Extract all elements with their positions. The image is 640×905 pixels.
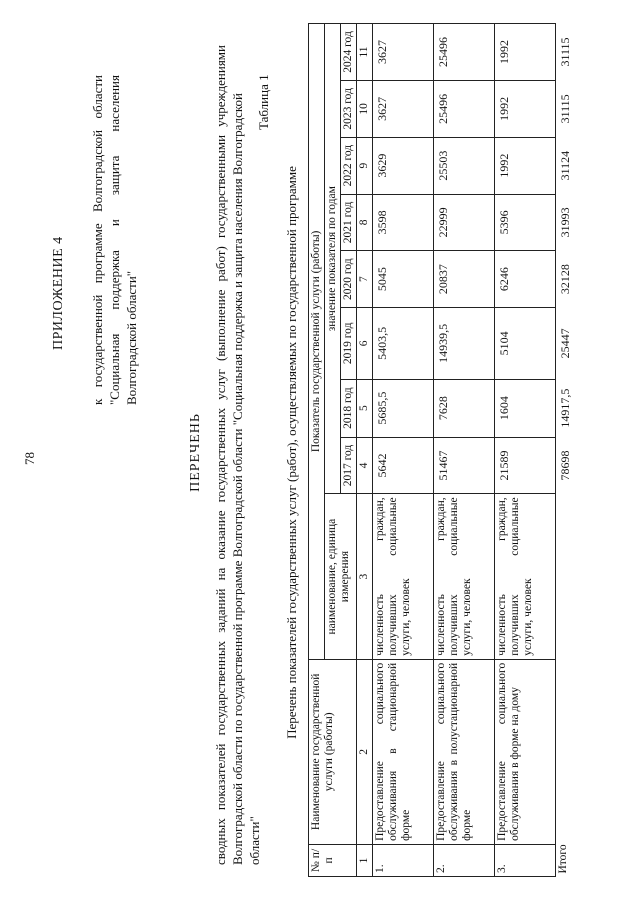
row-value: 5685,5: [373, 379, 434, 437]
row-value: 3598: [373, 194, 434, 251]
row-value: 14939,5: [434, 308, 495, 380]
total-row: [556, 24, 595, 877]
header-unit: наименование, единица измерения: [325, 494, 357, 659]
row-value: 3629: [373, 137, 434, 194]
total-value: 31115: [558, 37, 572, 67]
row-value: 1992: [495, 80, 556, 137]
column-number: 5: [357, 379, 373, 437]
column-number: 10: [357, 80, 373, 137]
total-value: 31124: [558, 150, 572, 181]
row-service: Предоставление социального обслуживания в стационарной форме: [373, 659, 434, 844]
header-year: 2019 год: [341, 308, 357, 380]
appendix-block: [50, 75, 140, 405]
header-year: 2020 год: [341, 251, 357, 308]
page-number: 78: [22, 452, 37, 465]
row-value: 1992: [495, 24, 556, 81]
table-row: [495, 24, 556, 877]
row-value: 51467: [434, 437, 495, 494]
row-num: 2.: [434, 844, 495, 876]
total-label: Итого: [557, 844, 569, 874]
row-value: 25503: [434, 137, 495, 194]
total-value: 14917,5: [558, 388, 572, 428]
table-row: [373, 24, 434, 877]
row-value: 6246: [495, 251, 556, 308]
subtitle-line: Волгоградской области по государственной программе Волгоградской области "Социальная поддержка и защита населения Волгоградской области": [230, 93, 262, 865]
row-value: 25496: [434, 24, 495, 81]
row-value: 5642: [373, 437, 434, 494]
row-value: 20837: [434, 251, 495, 308]
table-caption: Перечень показателей государственных услуг (работ), осуществляемых по государственной программе: [284, 166, 299, 739]
row-service: Предоставление социального обслуживания в полустационарной форме: [434, 659, 495, 844]
document-subtitle: [212, 45, 263, 865]
header-num: № п/п: [309, 844, 357, 876]
header-value-group: значение показателя по годам: [325, 24, 341, 494]
column-number: 8: [357, 194, 373, 251]
row-value: 21589: [495, 437, 556, 494]
column-number: 7: [357, 251, 373, 308]
row-value: 3627: [373, 24, 434, 81]
row-value: 1604: [495, 379, 556, 437]
header-year: 2018 год: [341, 379, 357, 437]
total-value: 25447: [558, 328, 572, 359]
row-value: 5403,5: [373, 308, 434, 380]
row-value: 3627: [373, 80, 434, 137]
column-number: 4: [357, 437, 373, 494]
header-service: Наименование государственной услуги (работы): [309, 659, 357, 844]
appendix-line: к государственной программе Волгоградской области: [90, 75, 105, 405]
column-number: 6: [357, 308, 373, 380]
header-year: 2021 год: [341, 194, 357, 251]
row-num: 1.: [373, 844, 434, 876]
total-value: 32128: [558, 264, 572, 295]
indicators-table: [308, 23, 594, 877]
header-year: 2022 год: [341, 137, 357, 194]
row-value: 22999: [434, 194, 495, 251]
row-value: 5045: [373, 251, 434, 308]
row-value: 5396: [495, 194, 556, 251]
row-service: Предоставление социального обслуживания в форме на дому: [495, 659, 556, 844]
row-unit: численность граждан, получивших социальные услуги, человек: [373, 494, 434, 659]
column-number: 11: [357, 24, 373, 81]
appendix-title: ПРИЛОЖЕНИЕ 4: [51, 236, 66, 350]
header-year: 2024 год: [341, 24, 357, 81]
row-unit: численность граждан, получивших социальные услуги, человек: [495, 494, 556, 659]
row-unit: численность граждан, получивших социальные услуги, человек: [434, 494, 495, 659]
column-number-row: [357, 24, 373, 877]
header-year: 2023 год: [341, 80, 357, 137]
total-value: 78698: [558, 450, 572, 481]
column-number: 9: [357, 137, 373, 194]
table-row: [434, 24, 495, 877]
appendix-line: "Социальная поддержка и защита населения: [107, 75, 122, 405]
header-year: 2017 год: [341, 437, 357, 494]
total-value: 31993: [558, 207, 572, 238]
row-num: 3.: [495, 844, 556, 876]
row-value: 25496: [434, 80, 495, 137]
column-number: 1: [357, 844, 373, 876]
row-value: 1992: [495, 137, 556, 194]
column-number: 3: [357, 494, 373, 659]
row-value: 5104: [495, 308, 556, 380]
appendix-line: Волгоградской области": [124, 270, 139, 405]
document-title: ПЕРЕЧЕНЬ: [188, 413, 203, 492]
column-number: 2: [357, 659, 373, 844]
total-value: 31115: [558, 94, 572, 124]
row-value: 7628: [434, 379, 495, 437]
header-indicator-group: Показатель государственной услуги (работы): [309, 24, 325, 660]
subtitle-line: сводных показателей государственных заданий на оказание государственных услуг (выполнение работ) государственными учреждениями: [213, 45, 228, 865]
table-label: Таблица 1: [256, 74, 271, 130]
